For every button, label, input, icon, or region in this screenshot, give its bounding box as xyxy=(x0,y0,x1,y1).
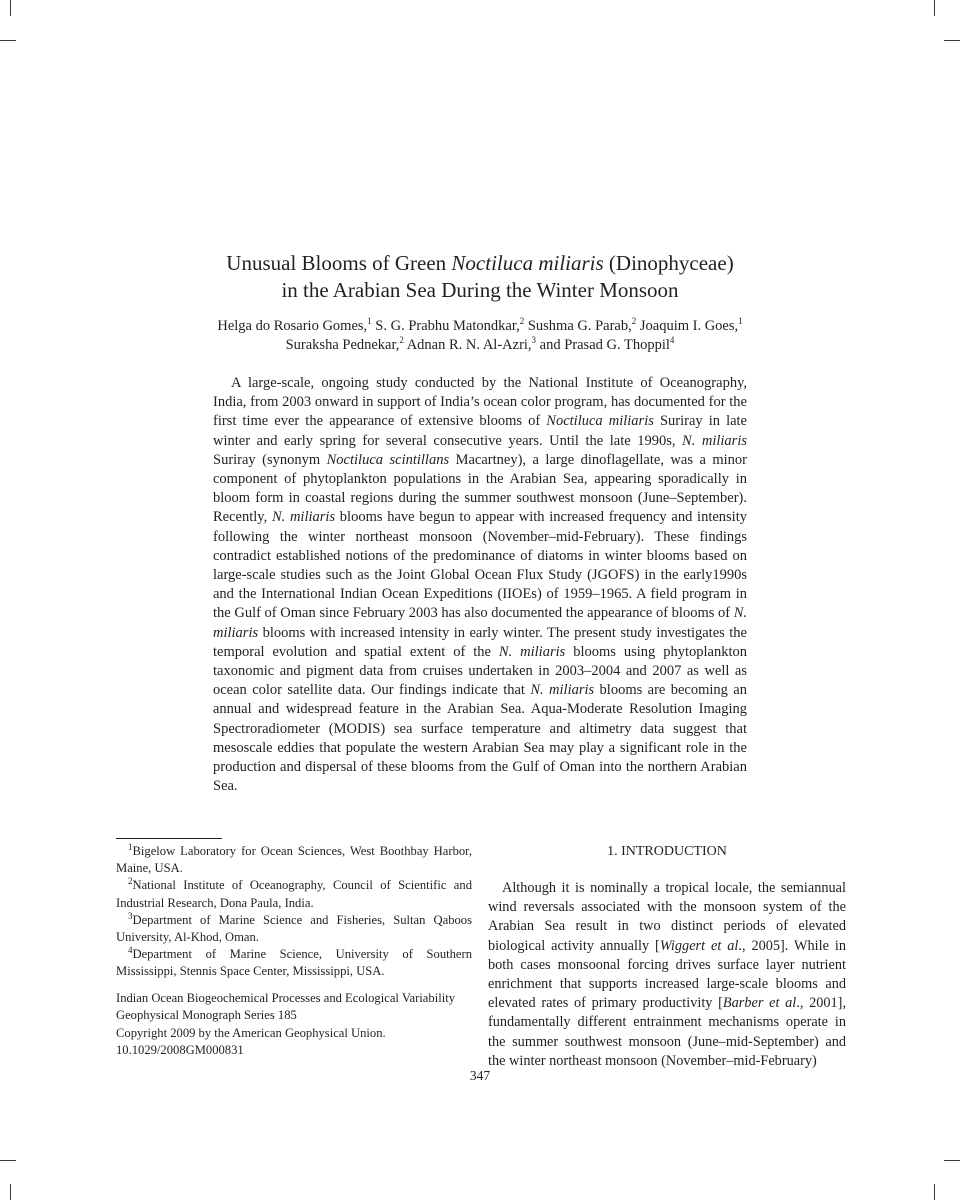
publication-info xyxy=(116,990,486,1060)
footnote-affiliation: $^4$Department of Marine Science, University of Southern Mississippi, Stennis Space Center, Mississippi, USA. xyxy=(116,945,472,979)
series-name: Geophysical Monograph Series 185 xyxy=(116,1008,297,1023)
footnotes xyxy=(116,843,472,981)
italic-text-run: N. miliaris xyxy=(498,643,566,660)
section-heading: 1. INTRODUCTION xyxy=(607,844,727,859)
paper-title xyxy=(120,250,840,304)
title-line2: in the Arabian Sea During the Winter Monsoon xyxy=(281,278,679,302)
author: Helga do Rosario Gomes,$^1$ xyxy=(217,316,372,334)
italic-text-run: N. miliaris xyxy=(682,432,747,449)
text-run: ., 2005]. While in both cases monsoonal forcing drives surface layer nutrient enrichment that supports increased large-scale blooms and elevated rates of primary productivity [ xyxy=(488,937,847,1012)
crop-mark xyxy=(10,1184,11,1200)
crop-mark xyxy=(934,1184,935,1200)
italic-text-run: N. miliaris xyxy=(213,605,747,641)
italic-text-run: N. miliaris xyxy=(530,682,595,699)
footnote-rule xyxy=(116,838,222,839)
author: Joaquim I. Goes,$^1$ xyxy=(639,316,743,334)
author: and Prasad G. Thoppil$^4$ xyxy=(539,335,675,353)
abstract xyxy=(213,374,747,796)
crop-mark xyxy=(944,1160,960,1161)
footnote-affiliation: $^1$Bigelow Laboratory for Ocean Sciences, West Boothbay Harbor, Maine, USA. xyxy=(116,841,472,876)
text-run: blooms with increased intensity in early winter. The present study investigates the temporal evolution and spatial extent of the xyxy=(213,624,747,660)
crop-mark xyxy=(0,1160,16,1161)
copyright-notice: Copyright 2009 by the American Geophysical Union. xyxy=(116,1025,386,1040)
text-run: blooms using phytoplankton taxonomic and pigment data from cruises undertaken in 2003–2004 and 2007 as well as ocean color satellite data. Our findings indicate that xyxy=(213,643,747,699)
author-list xyxy=(120,317,840,355)
text-run: Macartney), a large dinoflagellate, was a minor component of phytoplankton populations in the Arabian Sea, appearing sporadically in bloom form in coastal regions during the summer southwest monsoon (June–September). Recently, xyxy=(213,451,747,526)
book-title: Indian Ocean Biogeochemical Processes and Ecological Variability xyxy=(116,991,455,1005)
crop-mark xyxy=(934,0,935,16)
author: Adnan R. N. Al-Azri,$^3$ xyxy=(406,335,537,353)
italic-text-run: Barber et al xyxy=(722,995,797,1012)
italic-text-run: Noctiluca miliaris xyxy=(546,413,654,430)
text-run: blooms have begun to appear with increased frequency and intensity following the winter northeast monsoon (November–mid-February). These findings contradict established notions of the predominance of diatoms in winter blooms based on large-scale studies such as the Joint Global Ocean Flux Study (JGOFS) in the early1990s and the International Indian Ocean Expeditions (IIOEs) of 1959–1965. A field program in the Gulf of Oman since February 2003 has also documented the appearance of blooms of xyxy=(213,509,747,622)
italic-text-run: Noctiluca scintillans xyxy=(326,451,450,468)
introduction-paragraph xyxy=(488,879,846,1071)
text-run: Suriray (synonym xyxy=(213,451,327,468)
title-line1: Unusual Blooms of Green Noctiluca miliaris (Dinophyceae) xyxy=(226,251,734,275)
footnote-affiliation: $^3$Department of Marine Science and Fisheries, Sultan Qaboos University, Al-Khod, Oman. xyxy=(116,910,472,945)
doi: 10.1029/2008GM000831 xyxy=(116,1043,244,1058)
page-number: 347 xyxy=(469,1068,491,1083)
text-run: Suriray in late winter and early spring for several consecutive years. Until the late 1990s, xyxy=(213,413,747,449)
crop-mark xyxy=(0,40,16,41)
author: Sushma G. Parab,$^2$ xyxy=(527,316,637,334)
footnote-affiliation: $^2$National Institute of Oceanography, Council of Scientific and Industrial Research, Dona Paula, India. xyxy=(116,876,472,910)
italic-text-run: Wiggert et al xyxy=(659,937,739,954)
crop-mark xyxy=(944,40,960,41)
text-run: ., 2001], fundamentally different entrainment mechanisms operate in the summer southwest monsoon (June–mid-September) and the winter northeast monsoon (November–mid-February) xyxy=(488,995,847,1069)
author: Suraksha Pednekar,$^2$ xyxy=(285,335,404,353)
text-run: A large-scale, ongoing study conducted by the National Institute of Oceanography, India, from 2003 onward in support of India’s ocean color program, has documented for the first time ever the appearance of extensive blooms of xyxy=(213,375,747,430)
author: S. G. Prabhu Matondkar,$^2$ xyxy=(375,316,525,334)
text-run: Although it is nominally a tropical locale, the semiannual wind reversals associated with the monsoon system of the Arabian Sea result in two distinct periods of elevated biological activity annually [ xyxy=(488,880,846,954)
crop-mark xyxy=(10,0,11,16)
text-run: blooms are becoming an annual and widespread feature in the Arabian Sea. Aqua-Moderate Resolution Imaging Spectroradiometer (MODIS) sea surface temperature and altimetry data suggest that mesoscale eddies that populate the western Arabian Sea may play a significant role in the production and dispersal of these blooms from the Gulf of Oman into the northern Arabian Sea. xyxy=(213,682,747,795)
italic-text-run: N. miliaris xyxy=(271,509,336,526)
